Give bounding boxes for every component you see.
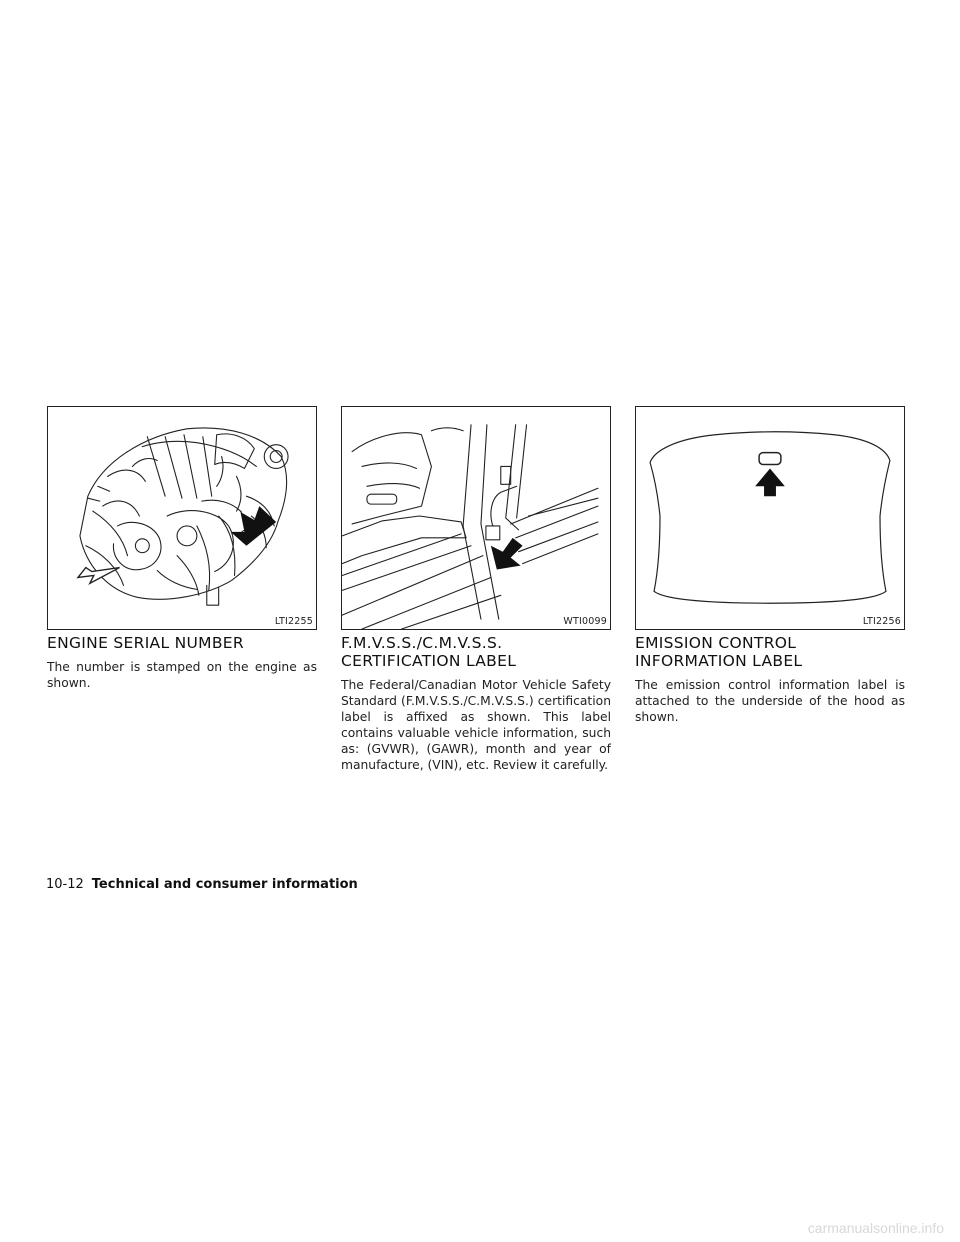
section-body: The number is stamped on the engine as shown. <box>47 660 317 690</box>
section-heading: F.M.V.S.S./C.M.V.S.S. CERTIFICATION LABEL <box>341 634 517 670</box>
figure-engine-serial-number <box>47 406 317 630</box>
section-body: The Federal/Canadian Motor Vehicle Safety Standard (F.M.V.S.S./C.M.V.S.S.) certification label is affixed as shown. This label contains valuable vehicle information, such as: (GVWR), (GAWR), month and year of manufacture, (VIN), etc. Review it carefully. <box>341 678 611 772</box>
hood-illustration <box>636 407 904 629</box>
figure-code: WTI0099 <box>563 616 607 627</box>
front-direction-arrow-icon <box>78 568 120 584</box>
figure-emission-label <box>635 406 905 630</box>
arrow-indicator-icon <box>231 506 277 546</box>
figure-certification-label <box>341 406 611 630</box>
engine-illustration <box>48 407 316 629</box>
arrow-indicator-icon <box>491 538 523 570</box>
door-pillar-illustration <box>342 407 610 629</box>
section-engine-serial-number <box>47 634 317 691</box>
figure-code: LTI2256 <box>862 616 901 627</box>
section-heading: EMISSION CONTROL INFORMATION LABEL <box>635 634 803 670</box>
page-footer <box>46 877 358 892</box>
page-number: 10-12 <box>46 877 84 892</box>
footer-section-title: Technical and consumer information <box>91 877 358 892</box>
section-body: The emission control information label is attached to the underside of the hood as shown. <box>635 678 905 724</box>
section-emission-label <box>635 634 905 725</box>
watermark: carmanualsonline.info <box>807 1220 944 1236</box>
figure-code: LTI2255 <box>274 616 313 627</box>
label-location-icon <box>759 453 781 465</box>
section-heading: ENGINE SERIAL NUMBER <box>47 634 244 652</box>
section-certification-label <box>341 634 611 773</box>
arrow-indicator-icon <box>755 468 785 496</box>
